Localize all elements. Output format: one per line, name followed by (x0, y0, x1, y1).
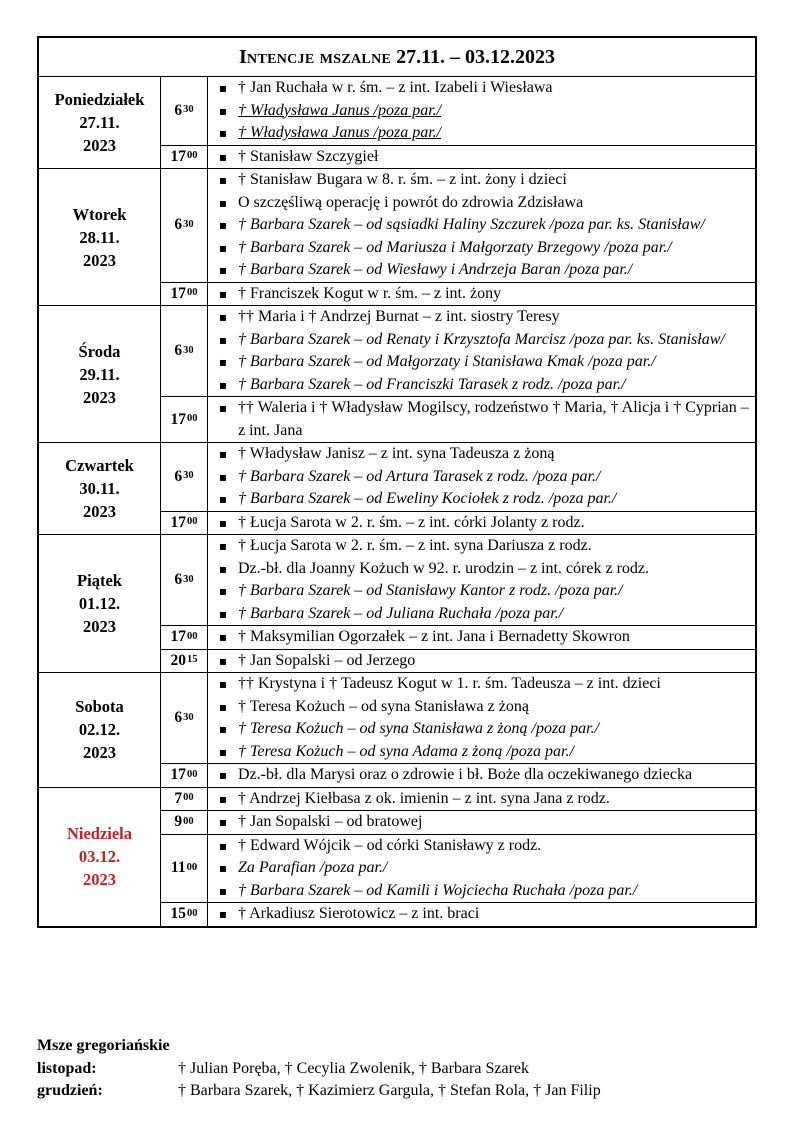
time-hour: 6 (174, 216, 183, 234)
day-date: 28.11. (79, 227, 120, 247)
time-hour: 6 (174, 709, 183, 726)
mass-slot (161, 811, 755, 835)
intention-text: † Władysława Janus /poza par./ (238, 101, 442, 119)
intention-item (208, 466, 755, 489)
intention-text: Za Parafian /poza par./ (238, 859, 388, 876)
day-row (39, 788, 755, 926)
mass-slots (161, 673, 755, 787)
bullet-icon: ▪ (218, 469, 228, 484)
intention-text: † Jan Ruchała w r. śm. – z int. Izabeli i Wiesława (238, 79, 553, 96)
intention-list (208, 169, 755, 282)
day-year: 2023 (83, 136, 116, 155)
day-name: Poniedziałek (54, 90, 145, 109)
intention-text: † Maksymilian Ogorzałek – z int. Jana i Bernadetty Skowron (238, 628, 630, 645)
intention-item (208, 741, 755, 764)
intention-text: † Barbara Szarek – od Małgorzaty i Stanisława Kmak /poza par./ (238, 353, 656, 370)
mass-slot (161, 764, 755, 787)
day-name: Wtorek (72, 204, 127, 224)
bullet-icon: ▪ (218, 447, 228, 461)
mass-time (161, 535, 208, 625)
bullet-icon: ▪ (218, 218, 228, 232)
title-dates: 27.11. – 03.12.2023 (396, 46, 556, 68)
mass-time (161, 811, 208, 834)
time-minute: 00 (187, 768, 198, 780)
intention-item (208, 214, 755, 237)
mass-time (161, 77, 208, 145)
time-minute: 00 (187, 150, 198, 162)
intention-list (208, 673, 755, 763)
intention-text: † Franciszek Kogut w r. śm. – z int. żony (238, 284, 502, 302)
bullet-icon: ▪ (218, 768, 228, 782)
intention-text: † Arkadiusz Sierotowicz – z int. braci (238, 905, 480, 922)
bullet-icon: ▪ (218, 515, 228, 530)
time-hour: 17 (170, 766, 186, 784)
mass-intentions-table (37, 36, 757, 928)
day-year: 2023 (83, 250, 116, 270)
mass-slot (161, 283, 755, 306)
bullet-icon: ▪ (218, 492, 228, 506)
intention-text: † Teresa Kożuch – od syna Stanisława z żoną /poza par./ (238, 720, 600, 737)
intention-list (208, 903, 755, 926)
bullet-icon: ▪ (218, 310, 228, 324)
time-hour: 17 (170, 410, 186, 428)
day-name: Niedziela (66, 824, 133, 843)
time-hour: 6 (174, 101, 183, 119)
intention-item (208, 857, 755, 880)
intention-item (208, 718, 755, 741)
time-hour: 6 (174, 467, 183, 485)
mass-time (161, 443, 208, 511)
intention-text: †† Waleria i † Władysław Mogilscy, rodzeństwo † Maria, † Alicja i † Cyprian – z int. Jana (238, 399, 749, 439)
intention-item (208, 512, 755, 535)
intention-item (208, 488, 755, 511)
intention-item (208, 192, 755, 215)
day-date: 27.11. (79, 113, 120, 132)
bullet-icon: ▪ (218, 815, 228, 829)
time-minute: 00 (187, 907, 198, 919)
mass-time (161, 512, 208, 535)
mass-slots (161, 77, 755, 168)
bullet-icon: ▪ (218, 173, 228, 187)
mass-slot (161, 443, 755, 512)
day-year: 2023 (83, 870, 116, 889)
intention-item (208, 169, 755, 192)
intention-item (208, 764, 755, 787)
intention-item (208, 374, 755, 397)
bullet-icon: ▪ (218, 286, 228, 301)
mass-slot (161, 673, 755, 764)
intention-list (208, 626, 755, 649)
time-minute: 30 (183, 711, 194, 723)
intention-list (208, 811, 755, 834)
bullet-icon: ▪ (218, 561, 228, 576)
intention-list (208, 443, 755, 511)
mass-slot (161, 903, 755, 926)
mass-time (161, 903, 208, 926)
intention-text: † Andrzej Kiełbasa z ok. imienin – z int. syna Jana z rodz. (238, 789, 610, 807)
day-label (39, 77, 161, 168)
intention-text: † Barbara Szarek – od Kamili i Wojciecha Ruchała /poza par./ (238, 881, 638, 899)
bullet-icon: ▪ (218, 722, 228, 736)
bullet-icon: ▪ (218, 861, 228, 875)
mass-slots (161, 169, 755, 305)
intention-text: † Stanisław Szczygieł (238, 147, 379, 165)
intention-item (208, 122, 755, 145)
day-name: Czwartek (65, 456, 134, 475)
mass-time (161, 788, 208, 811)
gregorian-names: † Julian Poręba, † Cecylia Zwolenik, † Barbara Szarek (178, 1059, 529, 1077)
intention-list (208, 835, 755, 903)
bullet-icon: ▪ (218, 149, 228, 164)
intention-item (208, 673, 755, 696)
intention-text: † Barbara Szarek – od Juliana Ruchała /poza par./ (238, 604, 564, 622)
intention-item (208, 650, 755, 673)
intention-item (208, 351, 755, 374)
mass-time (161, 169, 208, 282)
time-hour: 17 (170, 284, 186, 302)
bullet-icon: ▪ (218, 103, 228, 118)
gregorian-month-label: grudzień: (37, 1082, 103, 1099)
bullet-icon: ▪ (218, 907, 228, 921)
day-name: Sobota (75, 697, 124, 717)
mass-slot (161, 835, 755, 904)
intention-list (208, 146, 755, 169)
time-minute: 30 (183, 218, 194, 230)
intention-text: † Barbara Szarek – od Eweliny Kociołek z rodz. /poza par./ (238, 490, 617, 507)
bullet-icon: ▪ (218, 240, 228, 255)
time-hour: 11 (170, 859, 186, 877)
mass-slot (161, 512, 755, 535)
mass-time (161, 397, 208, 442)
bullet-icon: ▪ (218, 630, 228, 644)
day-row (39, 306, 755, 443)
intention-item (208, 580, 755, 603)
intention-list (208, 77, 755, 145)
mass-slot (161, 146, 755, 169)
day-date: 03.12. (78, 847, 121, 866)
intention-item (208, 535, 755, 558)
bullet-icon: ▪ (218, 838, 228, 853)
intention-list (208, 650, 755, 673)
gregorian-month-label: listopad: (37, 1059, 97, 1077)
intention-text: †† Krystyna i † Tadeusz Kogut w 1. r. śm. Tadeusza – z int. dzieci (238, 675, 661, 692)
mass-slot (161, 169, 755, 283)
time-hour: 15 (170, 905, 186, 923)
intention-text: † Jan Sopalski – od Jerzego (238, 651, 416, 669)
intention-list (208, 512, 755, 535)
intention-item (208, 788, 755, 811)
intention-item (208, 146, 755, 169)
day-label (39, 169, 161, 305)
intention-text: † Barbara Szarek – od Artura Tarasek z rodz. /poza par./ (238, 467, 601, 485)
mass-slot (161, 788, 755, 812)
intention-item (208, 329, 755, 352)
mass-time (161, 835, 208, 903)
intention-text: † Stanisław Bugara w 8. r. śm. – z int. żony i dzieci (238, 171, 567, 188)
bullet-icon: ▪ (218, 377, 228, 392)
intention-text: † Władysław Janisz – z int. syna Tadeusza z żoną (238, 445, 555, 462)
intention-text: Dz.-bł. dla Marysi oraz o zdrowie i bł. Boże dla oczekiwanego dziecka (238, 766, 693, 783)
day-row (39, 77, 755, 169)
intention-text: † Łucja Sarota w 2. r. śm. – z int. córki Jolanty z rodz. (238, 513, 585, 531)
mass-slots (161, 306, 755, 442)
time-minute: 30 (183, 573, 194, 585)
mass-slot (161, 77, 755, 146)
time-hour: 17 (170, 147, 186, 165)
intention-text: †† Maria i † Andrzej Burnat – z int. siostry Teresy (238, 308, 560, 325)
gregorian-masses (37, 1035, 757, 1103)
intention-item (208, 903, 755, 926)
intention-list (208, 397, 755, 442)
bullet-icon: ▪ (218, 653, 228, 668)
time-minute: 30 (183, 344, 194, 356)
time-minute: 00 (183, 792, 194, 804)
intention-item (208, 835, 755, 858)
intention-item (208, 100, 755, 123)
intention-item (208, 558, 755, 581)
intention-item (208, 880, 755, 903)
intention-text: † Jan Sopalski – od bratowej (238, 813, 423, 830)
day-date: 29.11. (79, 364, 120, 384)
intention-text: Dz.-bł. dla Joanny Kożuch w 92. r. urodzin – z int. córek z rodz. (238, 559, 649, 577)
day-year: 2023 (83, 743, 116, 763)
gregorian-names: † Barbara Szarek, † Kazimierz Gargula, † Stefan Rola, † Jan Filip (178, 1082, 601, 1099)
bullet-icon: ▪ (218, 195, 228, 210)
intention-text: † Barbara Szarek – od Mariusza i Małgorzaty Brzegowy /poza par./ (238, 238, 672, 256)
intention-item (208, 283, 755, 306)
intention-text: † Łucja Sarota w 2. r. śm. – z int. syna Dariusza z rodz. (238, 537, 592, 554)
intention-item (208, 237, 755, 260)
intention-item (208, 811, 755, 834)
intention-item (208, 603, 755, 626)
time-hour: 17 (170, 628, 186, 646)
gregorian-row (37, 1080, 757, 1103)
bullet-icon: ▪ (218, 699, 228, 714)
day-name: Piątek (77, 571, 122, 590)
page-title (39, 38, 755, 77)
bullet-icon: ▪ (218, 677, 228, 691)
day-year: 2023 (83, 387, 116, 407)
time-minute: 00 (186, 861, 198, 873)
intention-item (208, 626, 755, 649)
days-container (39, 77, 755, 926)
mass-slots (161, 535, 755, 672)
day-date: 01.12. (78, 594, 121, 613)
gregorian-heading: Msze gregoriańskie (37, 1037, 170, 1054)
bullet-icon: ▪ (218, 584, 228, 598)
time-minute: 30 (183, 470, 194, 482)
mass-time (161, 283, 208, 306)
mass-slot (161, 535, 755, 626)
time-minute: 30 (183, 104, 194, 116)
bullet-icon: ▪ (218, 126, 228, 140)
time-minute: 00 (187, 516, 198, 528)
intention-text: † Teresa Kożuch – od syna Adama z żoną /poza par./ (238, 742, 574, 760)
day-label (39, 443, 161, 534)
intention-list (208, 283, 755, 306)
mass-time (161, 306, 208, 396)
mass-slots (161, 788, 755, 926)
time-minute: 15 (187, 654, 198, 666)
mass-slot (161, 626, 755, 650)
mass-slot (161, 650, 755, 673)
intention-list (208, 306, 755, 396)
bullet-icon: ▪ (218, 263, 228, 277)
mass-time (161, 764, 208, 787)
day-row (39, 169, 755, 306)
intention-item (208, 306, 755, 329)
time-minute: 00 (187, 287, 198, 299)
time-hour: 6 (174, 342, 183, 359)
intention-item (208, 397, 755, 442)
time-hour: 6 (174, 571, 183, 588)
bullet-icon: ▪ (218, 791, 228, 806)
intention-text: † Barbara Szarek – od Renaty i Krzysztofa Marcisz /poza par. ks. Stanisław/ (238, 330, 725, 348)
time-minute: 00 (183, 815, 194, 827)
day-label (39, 788, 161, 926)
intention-text: † Władysława Janus /poza par./ (238, 124, 442, 141)
time-hour: 7 (174, 789, 183, 807)
bullet-icon: ▪ (218, 401, 228, 415)
intention-item (208, 443, 755, 466)
mass-slot (161, 397, 755, 442)
bullet-icon: ▪ (218, 883, 228, 898)
bullet-icon: ▪ (218, 332, 228, 347)
day-label (39, 306, 161, 442)
bullet-icon: ▪ (218, 355, 228, 369)
mass-slot (161, 306, 755, 397)
day-date: 02.12. (78, 720, 121, 740)
day-label (39, 673, 161, 787)
intention-list (208, 788, 755, 811)
intention-item (208, 259, 755, 282)
intention-list (208, 764, 755, 787)
mass-slots (161, 443, 755, 534)
day-year: 2023 (83, 502, 116, 521)
gregorian-row (37, 1058, 757, 1081)
day-row (39, 443, 755, 535)
time-minute: 00 (187, 630, 198, 642)
intention-text: † Barbara Szarek – od Stanisławy Kantor z rodz. /poza par./ (238, 582, 623, 599)
day-row (39, 535, 755, 673)
intention-text: † Edward Wójcik – od córki Stanisławy z rodz. (238, 836, 542, 854)
day-name: Środa (78, 341, 121, 361)
title-prefix: Intencje mszalne (238, 46, 392, 68)
intention-text: O szczęśliwą operację i powrót do zdrowia Zdzisława (238, 193, 584, 211)
mass-time (161, 626, 208, 649)
mass-time (161, 650, 208, 673)
intention-text: † Teresa Kożuch – od syna Stanisława z żoną (238, 697, 529, 715)
intention-item (208, 696, 755, 719)
time-hour: 17 (170, 513, 186, 531)
time-hour: 9 (174, 813, 183, 831)
intention-text: † Barbara Szarek – od Franciszki Tarasek z rodz. /poza par./ (238, 375, 626, 393)
bullet-icon: ▪ (218, 81, 228, 95)
intention-list (208, 535, 755, 625)
mass-time (161, 673, 208, 763)
mass-time (161, 146, 208, 169)
intention-text: † Barbara Szarek – od Wiesławy i Andrzeja Baran /poza par./ (238, 261, 633, 278)
day-year: 2023 (83, 617, 116, 636)
day-date: 30.11. (79, 479, 120, 498)
intention-text: † Barbara Szarek – od sąsiadki Haliny Szczurek /poza par. ks. Stanisław/ (238, 216, 705, 233)
time-hour: 20 (170, 651, 186, 669)
time-minute: 00 (187, 413, 198, 424)
bullet-icon: ▪ (218, 744, 228, 759)
bullet-icon: ▪ (218, 606, 228, 621)
bullet-icon: ▪ (218, 539, 228, 553)
day-row (39, 673, 755, 788)
day-label (39, 535, 161, 672)
intention-item (208, 77, 755, 100)
